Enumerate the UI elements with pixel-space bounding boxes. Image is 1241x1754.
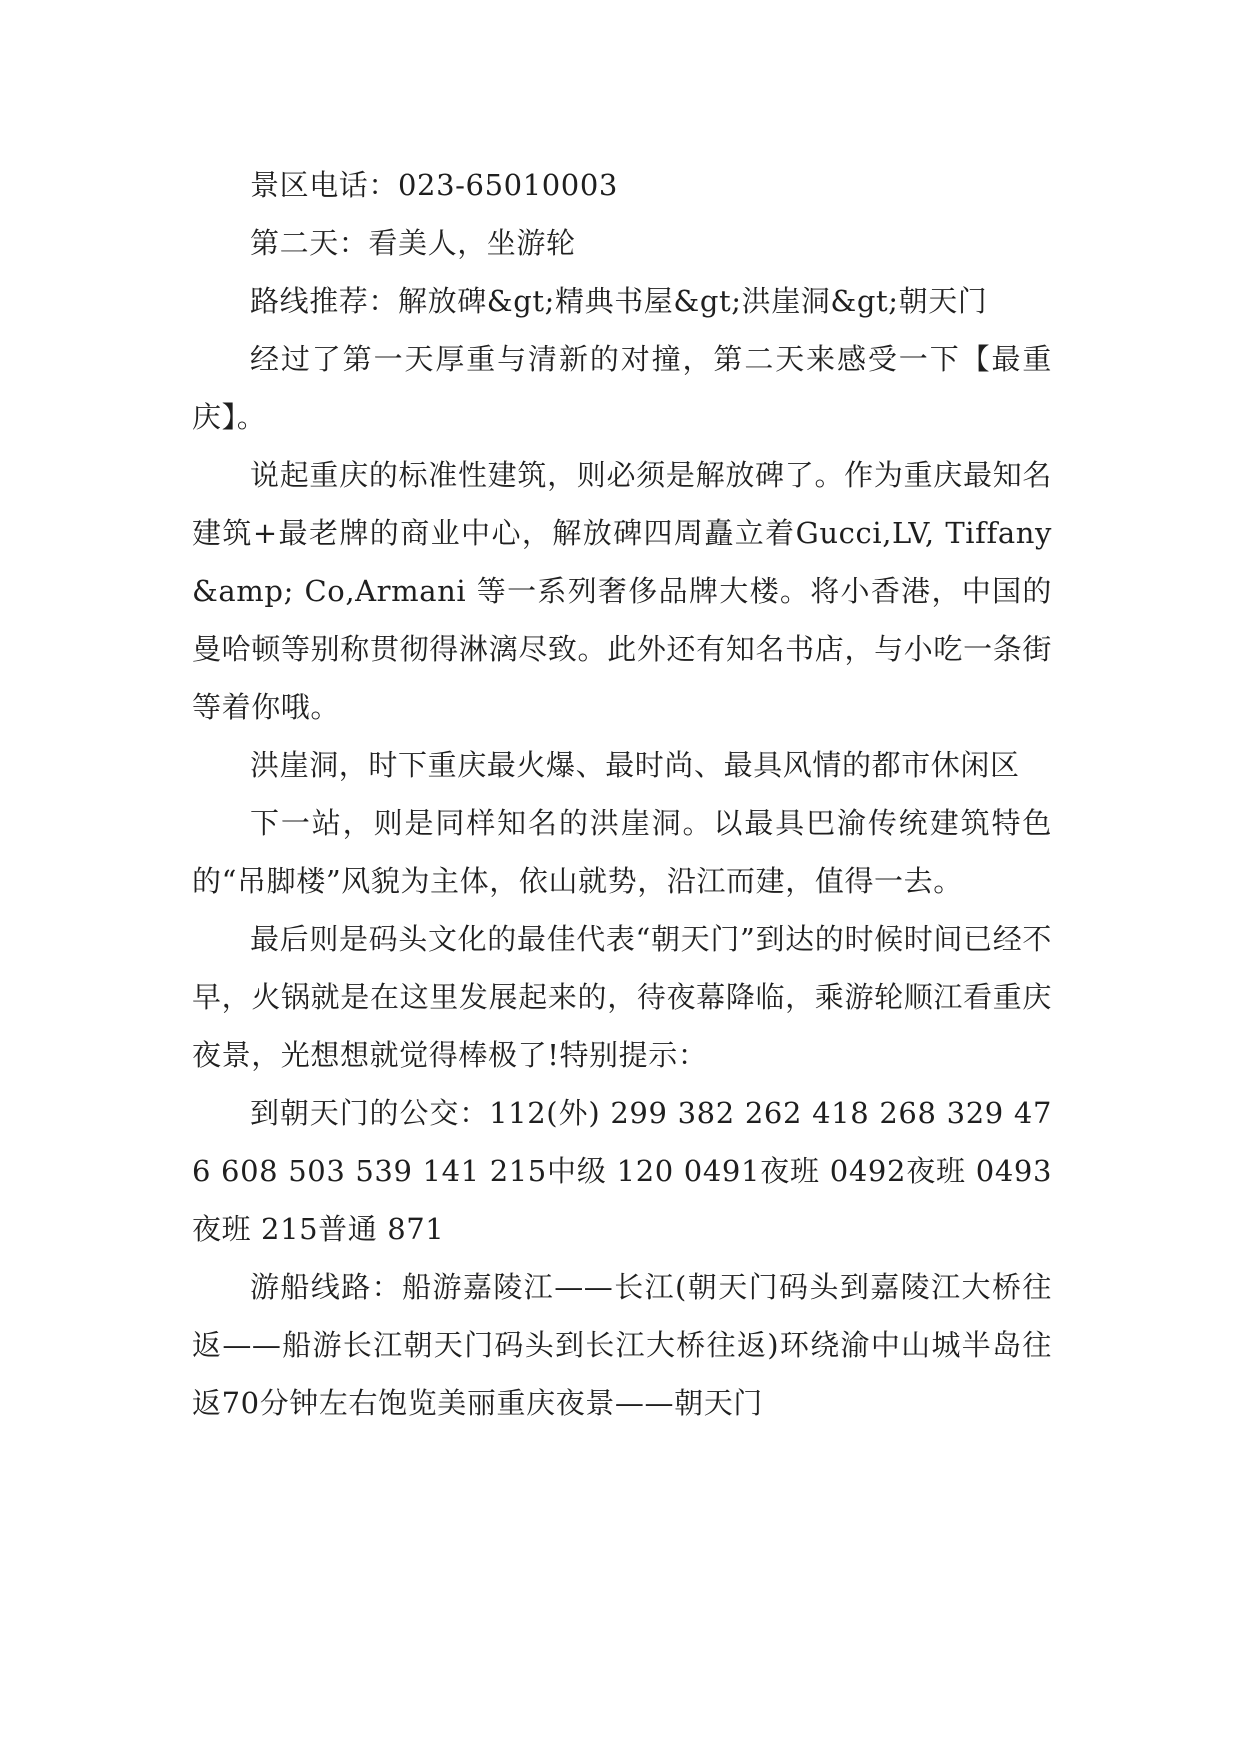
paragraph-cruise-routes: 游船线路：船游嘉陵江——长江(朝天门码头到嘉陵江大桥往返——船游长江朝天门码头到长江大桥往返)环绕渝中山城半岛往返70分钟左右饱览美丽重庆夜景——朝天门 — [192, 1270, 1052, 1420]
paragraph-day-two-intro: 经过了第一天厚重与清新的对撞，第二天来感受一下【最重庆】。 — [192, 342, 1052, 434]
paragraph-chaotianmen: 最后则是码头文化的最佳代表“朝天门”到达的时候时间已经不早，火锅就是在这里发展起来的，待夜幕降临，乘游轮顺江看重庆夜景，光想想就觉得棒极了!特别提示： — [192, 922, 1052, 1072]
paragraph-hongyadong: 下一站，则是同样知名的洪崖洞。以最具巴渝传统建筑特色的“吊脚楼”风貌为主体，依山就势，沿江而建，值得一去。 — [192, 806, 1052, 898]
paragraph-route-recommendation: 路线推荐：解放碑&gt;精典书屋&gt;洪崖洞&gt;朝天门 — [250, 284, 988, 318]
paragraph-scenic-phone: 景区电话：023-65010003 — [250, 168, 618, 202]
paragraph-hongyadong-heading: 洪崖洞，时下重庆最火爆、最时尚、最具风情的都市休闲区 — [250, 748, 1020, 782]
document-body — [192, 156, 1052, 1432]
paragraph-bus-routes: 到朝天门的公交：112(外) 299 382 262 418 268 329 476 608 503 539 141 215中级 120 0491夜班 0492夜班 0493夜班 215普通 871 — [192, 1096, 1052, 1246]
paragraph-jiefangbei: 说起重庆的标准性建筑，则必须是解放碑了。作为重庆最知名建筑+最老牌的商业中心，解放碑四周矗立着Gucci,LV, Tiffany &amp; Co,Armani 等一系列奢侈品牌大楼。将小香港，中国的曼哈顿等别称贯彻得淋漓尽致。此外还有知名书店，与小吃一条街等着你哦。 — [192, 458, 1052, 724]
paragraph-day-two-title: 第二天：看美人，坐游轮 — [250, 226, 576, 260]
